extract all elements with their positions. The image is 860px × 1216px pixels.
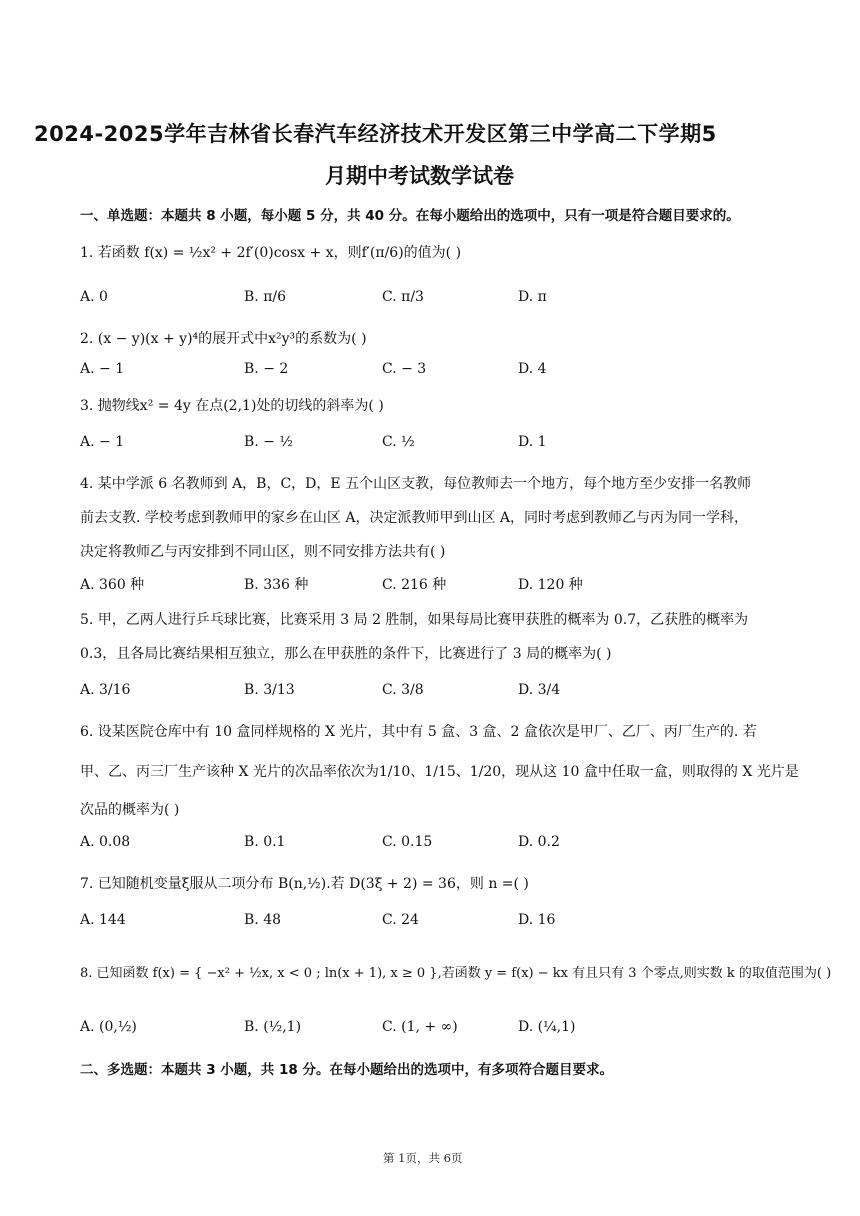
q2-option-b: B. − 2: [244, 361, 289, 377]
q7-option-a: A. 144: [80, 912, 126, 928]
question-8: 8. 已知函数 f(x) = { −x² + ½x, x < 0 ; ln(x + 1), x ≥ 0 },若函数 y = f(x) − kx 有且只有 3 个零点,则实数 k 的取值范围为( ): [80, 966, 832, 981]
q3-option-c: C. ½: [382, 434, 415, 450]
question-7: 7. 已知随机变量ξ服从二项分布 B(n,½).若 D(3ξ + 2) = 36，则 n =( ): [80, 876, 529, 892]
question-4-line-3: 决定将教师乙与丙安排到不同山区，则不同安排方法共有( ): [80, 544, 446, 560]
q3-option-b: B. − ½: [244, 434, 293, 450]
q8-option-d: D. (¼,1): [518, 1019, 576, 1035]
q2-option-a: A. − 1: [80, 361, 125, 377]
page-title-line-2: 月期中考试数学试卷: [325, 164, 514, 188]
q8-option-a: A. (0,½): [80, 1019, 137, 1035]
q5-option-b: B. 3/13: [244, 682, 295, 698]
q8-option-b: B. (½,1): [244, 1019, 302, 1035]
question-5-line-2: 0.3，且各局比赛结果相互独立，那么在甲获胜的条件下，比赛进行了 3 局的概率为( ): [80, 646, 612, 662]
question-4-line-2: 前去支教. 学校考虑到教师甲的家乡在山区 A，决定派教师甲到山区 A，同时考虑到教师乙与丙为同一学科，: [80, 510, 749, 526]
q5-option-c: C. 3/8: [382, 682, 424, 698]
question-1: 1. 若函数 f(x) = ½x² + 2f′(0)cosx + x，则f′(π/6)的值为( ): [80, 245, 462, 261]
section-header-single-choice: 一、单选题：本题共 8 小题，每小题 5 分，共 40 分。在每小题给出的选项中，只有一项是符合题目要求的。: [80, 208, 740, 224]
q4-option-c: C. 216 种: [382, 577, 447, 593]
q5-option-d: D. 3/4: [518, 682, 561, 698]
q2-option-d: D. 4: [518, 361, 547, 377]
page-footer: 第 1页，共 6页: [383, 1151, 463, 1165]
q6-option-b: B. 0.1: [244, 834, 286, 850]
q7-option-c: C. 24: [382, 912, 419, 928]
page-title-line-1: 2024-2025学年吉林省长春汽车经济技术开发区第三中学高二下学期5: [34, 122, 717, 146]
q7-option-b: B. 48: [244, 912, 282, 928]
question-2: 2. (x − y)(x + y)⁴的展开式中x²y³的系数为( ): [80, 331, 367, 347]
question-6-line-2: 甲、乙、丙三厂生产该种 X 光片的次品率依次为1/10、1/15、1/20，现从这 10 盒中任取一盒，则取得的 X 光片是: [80, 764, 799, 780]
q1-option-b: B. π/6: [244, 289, 287, 305]
q6-option-c: C. 0.15: [382, 834, 433, 850]
question-5-line-1: 5. 甲，乙两人进行乒乓球比赛，比赛采用 3 局 2 胜制，如果每局比赛甲获胜的概率为 0.7，乙获胜的概率为: [80, 612, 749, 628]
q2-option-c: C. − 3: [382, 361, 427, 377]
q6-option-a: A. 0.08: [80, 834, 131, 850]
question-4-line-1: 4. 某中学派 6 名教师到 A，B，C，D，E 五个山区支教，每位教师去一个地方，每个地方至少安排一名教师: [80, 476, 752, 492]
question-6-line-3: 次品的概率为( ): [80, 802, 180, 818]
q1-option-a: A. 0: [80, 289, 108, 305]
q8-option-c: C. (1, + ∞): [382, 1019, 458, 1035]
q1-option-c: C. π/3: [382, 289, 424, 305]
q1-option-d: D. π: [518, 289, 547, 305]
q7-option-d: D. 16: [518, 912, 556, 928]
q6-option-d: D. 0.2: [518, 834, 560, 850]
q4-option-b: B. 336 种: [244, 577, 309, 593]
question-6-line-1: 6. 设某医院仓库中有 10 盒同样规格的 X 光片，其中有 5 盒、3 盒、2 盒依次是甲厂、乙厂、丙厂生产的. 若: [80, 724, 757, 740]
q5-option-a: A. 3/16: [80, 682, 131, 698]
q4-option-d: D. 120 种: [518, 577, 583, 593]
q3-option-a: A. − 1: [80, 434, 125, 450]
q3-option-d: D. 1: [518, 434, 547, 450]
q4-option-a: A. 360 种: [80, 577, 145, 593]
question-3: 3. 抛物线x² = 4y 在点(2,1)处的切线的斜率为( ): [80, 398, 384, 414]
section-header-multiple-choice: 二、多选题：本题共 3 小题，共 18 分。在每小题给出的选项中，有多项符合题目要求。: [80, 1062, 613, 1078]
